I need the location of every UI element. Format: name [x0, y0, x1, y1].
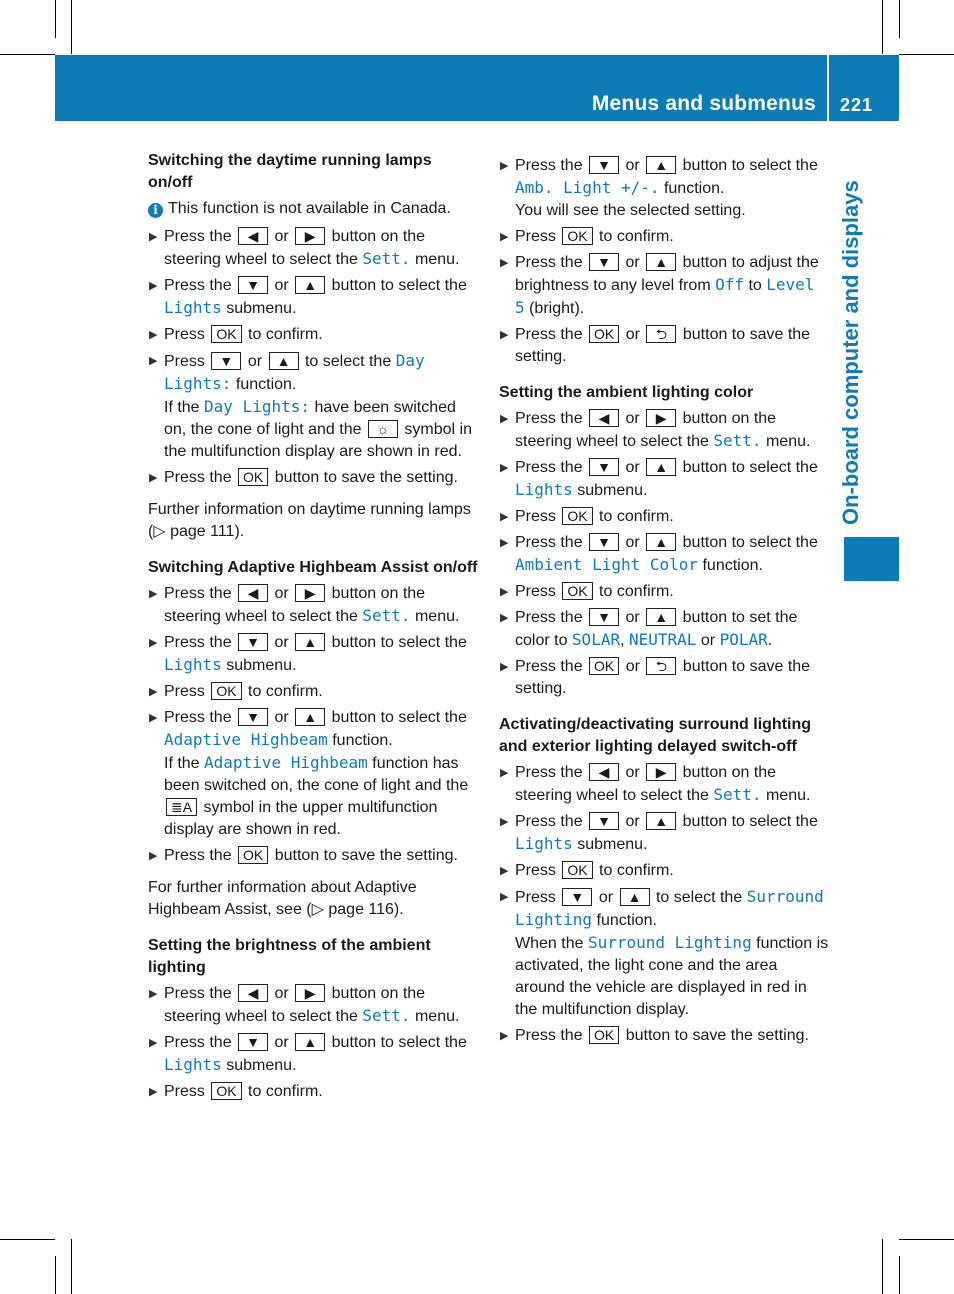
bullet-arrow-icon: ▶ [500, 612, 509, 624]
step-text: or [274, 1034, 289, 1051]
step-text: menu. [414, 608, 460, 625]
up-button-icon: ▲ [646, 156, 676, 174]
paragraph: Further information on daytime running lamps (▷ page 111). [148, 501, 471, 540]
down-button-icon: ▼ [589, 533, 619, 551]
bullet-arrow-icon: ▶ [500, 1030, 509, 1042]
step-text: to confirm. [599, 228, 674, 245]
left-button-icon: ◀ [589, 409, 619, 427]
step-text: button to save the setting. [274, 847, 458, 864]
menu-name: Sett. [713, 431, 762, 450]
step-text: Press the [164, 469, 232, 486]
crop-mark [71, 1239, 72, 1294]
step-text: button to save the setting. [515, 658, 811, 697]
list-item [499, 581, 831, 603]
bullet-arrow-icon: ▶ [500, 537, 509, 549]
step-text: or [274, 228, 289, 245]
list-item [148, 467, 480, 489]
list-item [148, 350, 480, 463]
menu-name: POLAR [719, 630, 768, 649]
menu-name: Amb. Light +/-. [515, 178, 660, 197]
step-text: button to select the [331, 634, 467, 651]
step-text: Press the [164, 709, 232, 726]
right-column [499, 152, 831, 1051]
list-item [499, 155, 831, 222]
ok-button-icon: OK [589, 325, 619, 343]
step-text: function has been switched on, the cone of light and the [164, 755, 469, 794]
down-button-icon: ▼ [238, 708, 268, 726]
list-item [499, 860, 831, 882]
step-text: , [620, 632, 625, 649]
bullet-arrow-icon: ▶ [500, 257, 509, 269]
bullet-arrow-icon: ▶ [500, 511, 509, 523]
bullet-arrow-icon: ▶ [500, 661, 509, 673]
bullet-arrow-icon: ▶ [149, 712, 158, 724]
step-text: button to select the [682, 459, 818, 476]
ok-button-icon: OK [589, 657, 619, 675]
crop-mark [55, 1256, 56, 1294]
step-text: button to save the setting. [625, 1027, 809, 1044]
bullet-arrow-icon: ▶ [500, 462, 509, 474]
step-text: function. [663, 180, 725, 197]
step-text: symbol in the multifunction display are shown in red. [164, 421, 472, 460]
list-item [499, 811, 831, 856]
step-text: button to set the color to [515, 609, 798, 649]
bullet-arrow-icon: ▶ [149, 1037, 158, 1049]
list-item [499, 607, 831, 652]
bullet-arrow-icon: ▶ [500, 865, 509, 877]
menu-name: Day Lights: [204, 397, 310, 416]
step-text: submenu. [226, 657, 297, 674]
down-button-icon: ▼ [238, 633, 268, 651]
crop-mark [0, 1239, 55, 1240]
list-item [148, 845, 480, 867]
list-item [499, 1025, 831, 1047]
left-button-icon: ◀ [238, 584, 268, 602]
ok-button-icon: OK [238, 468, 268, 486]
list-item [148, 226, 480, 271]
step-text: button on the steering wheel to select the [515, 410, 777, 450]
list-item [499, 408, 831, 453]
list-item [499, 532, 831, 577]
step-text: function is activated, the light cone and the area around the vehicle are displayed in red in the multifunction display. [515, 935, 829, 1018]
menu-name: Surround Lighting [587, 933, 752, 952]
up-button-icon: ▲ [295, 708, 325, 726]
ok-button-icon: OK [211, 682, 241, 700]
up-button-icon: ▲ [646, 608, 676, 626]
step-text: or [625, 459, 640, 476]
step-text: submenu. [226, 1057, 297, 1074]
sun-icon: ☼ [368, 420, 398, 438]
list-item [148, 707, 480, 841]
down-button-icon: ▼ [562, 888, 592, 906]
step-text: Press the [515, 326, 583, 343]
list-item [148, 983, 480, 1028]
step-text: Press the [515, 609, 583, 626]
step-text: or [598, 889, 614, 906]
bullet-arrow-icon: ▶ [149, 686, 158, 698]
down-button-icon: ▼ [589, 458, 619, 476]
step-text: or [274, 585, 289, 602]
ok-button-icon: OK [211, 325, 241, 343]
section-heading: Switching Adaptive Highbeam Assist on/off [148, 559, 478, 576]
step-text: or [625, 157, 640, 174]
down-button-icon: ▼ [589, 253, 619, 271]
step-text: Press the [164, 634, 232, 651]
ok-button-icon: OK [562, 582, 592, 600]
list-item [499, 762, 831, 807]
list-item [499, 226, 831, 248]
step-text: or [625, 326, 640, 343]
step-text: button to select the [331, 709, 467, 726]
down-button-icon: ▼ [589, 608, 619, 626]
menu-name: Sett. [362, 1006, 411, 1025]
step-text: button to adjust the brightness to any level from [515, 254, 819, 294]
step-text: Press [164, 326, 205, 343]
step-text: When the [515, 935, 584, 952]
step-text: menu. [414, 251, 460, 268]
bullet-arrow-icon: ▶ [149, 1086, 158, 1098]
step-text: Press the [515, 658, 583, 675]
step-text: or [700, 632, 716, 649]
ok-button-icon: OK [211, 1082, 241, 1100]
step-text: Press the [515, 1027, 583, 1044]
bullet-arrow-icon: ▶ [500, 816, 509, 828]
left-button-icon: ◀ [238, 984, 268, 1002]
bullet-arrow-icon: ▶ [500, 413, 509, 425]
crop-mark [899, 0, 900, 38]
up-button-icon: ▲ [295, 276, 325, 294]
page-number: 221 [840, 95, 874, 115]
step-text: or [274, 634, 289, 651]
menu-name: Off [715, 275, 745, 294]
step-text: or [274, 985, 289, 1002]
step-text: Press [515, 583, 556, 600]
step-text: or [625, 254, 640, 271]
menu-name: Lights [164, 298, 222, 317]
info-note [148, 198, 480, 220]
step-text: button to save the setting. [274, 469, 458, 486]
menu-name: Day Lights: [164, 351, 425, 393]
step-text: button on the steering wheel to select the [515, 764, 777, 804]
step-text: If the [164, 755, 200, 772]
step-text: button to save the setting. [515, 326, 811, 365]
up-button-icon: ▲ [646, 458, 676, 476]
crop-mark [0, 54, 55, 55]
crop-mark [899, 1256, 900, 1294]
menu-name: Surround Lighting [515, 887, 824, 929]
crop-mark [899, 1239, 954, 1240]
bullet-arrow-icon: ▶ [500, 160, 509, 172]
step-text: button to select the [331, 1034, 467, 1051]
step-text: or [274, 277, 289, 294]
step-text: (bright). [529, 300, 585, 317]
step-text: Press the [515, 459, 583, 476]
step-text: Press the [164, 228, 232, 245]
step-text: symbol in the upper multifunction display are shown in red. [164, 799, 438, 838]
menu-name: Sett. [362, 249, 411, 268]
step-text: or [625, 534, 640, 551]
bullet-arrow-icon: ▶ [149, 355, 158, 367]
right-button-icon: ▶ [295, 227, 325, 245]
step-text: or [625, 813, 640, 830]
menu-name: Lights [515, 834, 573, 853]
left-button-icon: ◀ [238, 227, 268, 245]
up-button-icon: ▲ [646, 812, 676, 830]
step-text: Press the [515, 764, 583, 781]
list-item [499, 506, 831, 528]
bullet-arrow-icon: ▶ [149, 280, 158, 292]
bullet-arrow-icon: ▶ [149, 588, 158, 600]
step-text: or [625, 658, 640, 675]
list-item [148, 275, 480, 320]
step-text: If the [164, 399, 200, 416]
side-tab-marker [844, 537, 899, 581]
menu-name: Sett. [362, 606, 411, 625]
bullet-arrow-icon: ▶ [149, 472, 158, 484]
info-icon: i [148, 203, 163, 218]
step-text: to confirm. [599, 862, 674, 879]
step-text: button to select the [682, 157, 818, 174]
menu-name: Lights [164, 1055, 222, 1074]
side-section-title: On-board computer and displays [838, 180, 863, 525]
step-text: Press the [515, 157, 583, 174]
step-text: to confirm. [599, 508, 674, 525]
step-text: or [625, 609, 640, 626]
down-button-icon: ▼ [589, 156, 619, 174]
bullet-arrow-icon: ▶ [500, 329, 509, 341]
step-text: Press [515, 228, 556, 245]
step-text: button to select the [682, 534, 818, 551]
ok-button-icon: OK [562, 861, 592, 879]
step-text: function. [702, 557, 763, 574]
list-item [148, 1081, 480, 1103]
right-button-icon: ▶ [295, 984, 325, 1002]
header-divider [827, 55, 829, 121]
ok-button-icon: OK [562, 507, 592, 525]
up-button-icon: ▲ [620, 888, 650, 906]
section-heading: Switching the daytime running lamps on/off [148, 152, 432, 191]
step-text: Press the [164, 985, 232, 1002]
menu-name: SOLAR [571, 630, 621, 649]
section-heading: Setting the ambient lighting color [499, 384, 754, 401]
back-button-icon: ⮌ [646, 657, 676, 675]
crop-mark [55, 0, 56, 38]
step-text: to confirm. [248, 326, 323, 343]
step-text: menu. [765, 433, 811, 450]
step-text: have been switched on, the cone of light and the [164, 399, 456, 438]
step-text: to select the [655, 889, 743, 906]
step-text: . [767, 632, 773, 649]
step-text: Press the [515, 254, 583, 271]
list-item [499, 324, 831, 368]
step-text: or [274, 709, 289, 726]
step-text: or [625, 410, 640, 427]
step-text: button to select the [331, 277, 467, 294]
down-button-icon: ▼ [238, 1033, 268, 1051]
step-text: button on the steering wheel to select the [164, 228, 426, 268]
up-button-icon: ▲ [646, 253, 676, 271]
step-text: function. [332, 732, 393, 749]
menu-name: Adaptive Highbeam [204, 753, 368, 772]
crop-mark [899, 54, 954, 55]
step-text: Press [164, 683, 205, 700]
list-item [148, 681, 480, 703]
ok-button-icon: OK [589, 1026, 619, 1044]
ok-button-icon: OK [562, 227, 592, 245]
down-button-icon: ▼ [589, 812, 619, 830]
section-heading: Activating/deactivating surround lighting and exterior lighting delayed switch-off [499, 716, 812, 755]
step-text: Press [164, 1083, 205, 1100]
step-text: menu. [414, 1008, 460, 1025]
right-button-icon: ▶ [646, 763, 676, 781]
step-text: submenu. [577, 482, 648, 499]
bullet-arrow-icon: ▶ [149, 231, 158, 243]
highbeam-icon: ≣A [166, 798, 197, 816]
down-button-icon: ▼ [211, 352, 241, 370]
bullet-arrow-icon: ▶ [149, 329, 158, 341]
list-item [499, 886, 831, 1021]
step-text: Press [515, 862, 556, 879]
list-item [148, 324, 480, 346]
up-button-icon: ▲ [295, 633, 325, 651]
bullet-arrow-icon: ▶ [500, 767, 509, 779]
menu-name: Sett. [713, 785, 762, 804]
step-text: Press [515, 889, 556, 906]
left-column [148, 150, 480, 1107]
list-item [499, 252, 831, 320]
step-text: Press [164, 353, 205, 370]
step-text: to confirm. [248, 683, 323, 700]
menu-name: Lights [164, 655, 222, 674]
crop-mark [71, 0, 72, 54]
paragraph: For further information about Adaptive Highbeam Assist, see (▷ page 116). [148, 879, 417, 918]
step-text: Press the [515, 813, 583, 830]
menu-name: NEUTRAL [629, 630, 697, 649]
up-button-icon: ▲ [295, 1033, 325, 1051]
page-title: Menus and submenus [591, 92, 816, 115]
step-text: or [247, 353, 263, 370]
list-item [499, 457, 831, 502]
menu-name: Lights [515, 480, 573, 499]
step-text: You will see the selected setting. [515, 202, 746, 219]
step-text: to select the [304, 353, 392, 370]
step-text: Press the [164, 847, 232, 864]
down-button-icon: ▼ [238, 276, 268, 294]
crop-mark [882, 0, 883, 54]
right-button-icon: ▶ [646, 409, 676, 427]
step-text: Press the [164, 277, 232, 294]
crop-mark [882, 1239, 883, 1294]
step-text: submenu. [577, 836, 648, 853]
right-button-icon: ▶ [295, 584, 325, 602]
step-text: button to select the [682, 813, 818, 830]
step-text: to [748, 277, 762, 294]
back-button-icon: ⮌ [646, 325, 676, 343]
list-item [148, 583, 480, 628]
step-text: function. [596, 912, 657, 929]
step-text: Press the [515, 534, 583, 551]
bullet-arrow-icon: ▶ [500, 586, 509, 598]
step-text: Press the [164, 585, 232, 602]
bullet-arrow-icon: ▶ [500, 891, 509, 903]
step-text: button on the steering wheel to select the [164, 585, 426, 625]
bullet-arrow-icon: ▶ [149, 988, 158, 1000]
menu-name: Ambient Light Color [515, 555, 699, 574]
step-text: Press the [164, 1034, 232, 1051]
list-item [499, 656, 831, 700]
step-text: menu. [765, 787, 811, 804]
menu-name: Level 5 [515, 275, 815, 317]
list-item [148, 1032, 480, 1077]
note-text: This function is not available in Canada. [168, 200, 451, 217]
step-text: Press [515, 508, 556, 525]
left-button-icon: ◀ [589, 763, 619, 781]
step-text: button on the steering wheel to select the [164, 985, 426, 1025]
up-button-icon: ▲ [646, 533, 676, 551]
list-item [148, 632, 480, 677]
step-text: to confirm. [248, 1083, 323, 1100]
bullet-arrow-icon: ▶ [149, 850, 158, 862]
bullet-arrow-icon: ▶ [500, 231, 509, 243]
ok-button-icon: OK [238, 846, 268, 864]
menu-name: Adaptive Highbeam [164, 730, 328, 749]
step-text: submenu. [226, 300, 297, 317]
bullet-arrow-icon: ▶ [149, 637, 158, 649]
up-button-icon: ▲ [269, 352, 299, 370]
step-text: or [625, 764, 640, 781]
step-text: Press the [515, 410, 583, 427]
step-text: function. [235, 376, 297, 393]
section-heading: Setting the brightness of the ambient lighting [148, 937, 431, 976]
step-text: to confirm. [599, 583, 674, 600]
